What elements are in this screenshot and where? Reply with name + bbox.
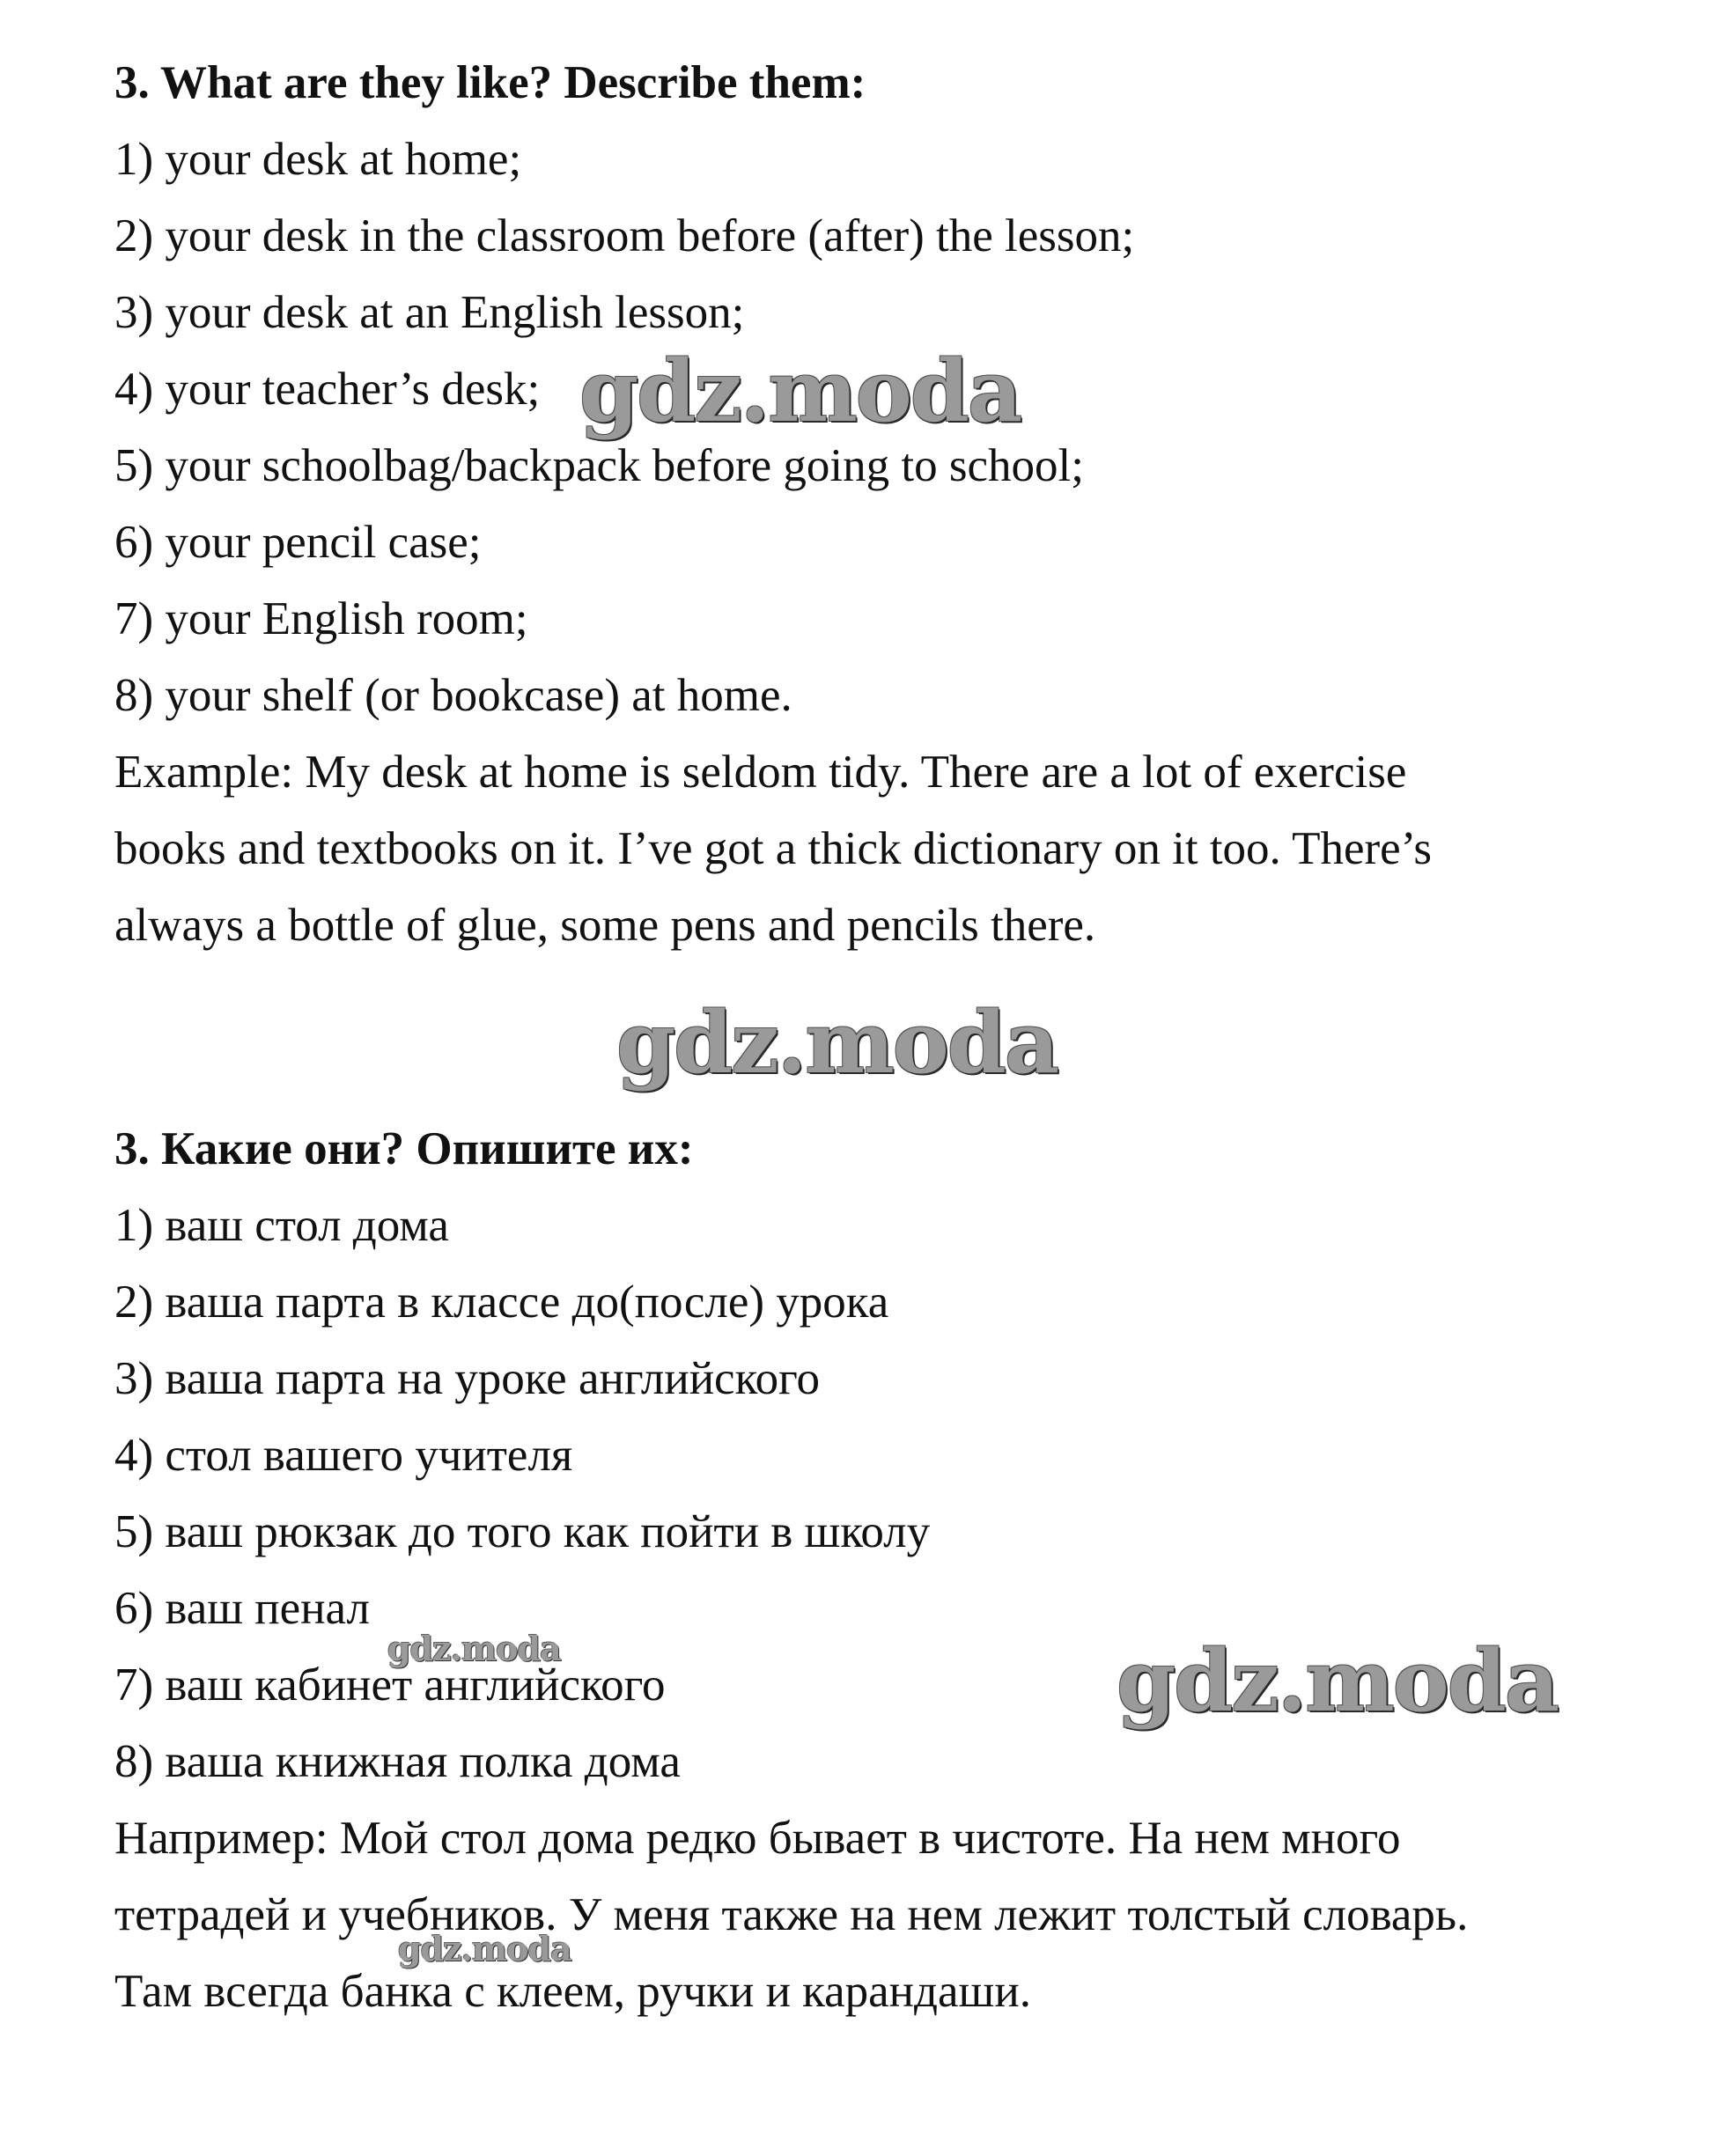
russian-example-line-1: Например: Мой стол дома редко бывает в чистоте. На нем много [114,1813,1401,1864]
english-item-3: 3) your desk at an English lesson; [114,287,745,338]
watermark-3: gdz.moda [1117,1631,1559,1731]
russian-item-7: 7) ваш кабинет английского [114,1659,666,1711]
watermark-2: gdz.moda [616,993,1058,1093]
russian-heading: 3. Какие они? Опишите их: [114,1123,694,1174]
russian-item-4: 4) стол вашего учителя [114,1430,573,1481]
english-item-6: 6) your pencil case; [114,517,482,568]
english-item-8: 8) your shelf (or bookcase) at home. [114,670,792,721]
russian-example-line-3: Там всегда банка с клеем, ручки и карандаши. [114,1966,1031,2017]
english-item-7: 7) your English room; [114,593,528,644]
english-item-1: 1) your desk at home; [114,134,522,185]
russian-item-3: 3) ваша парта на уроке английского [114,1353,821,1404]
english-example-line-1: Example: My desk at home is seldom tidy. There are a lot of exercise [114,747,1407,798]
watermark-5: gdz.moda [398,1929,571,1968]
watermark-1: gdz.moda [579,342,1021,441]
english-item-5: 5) your schoolbag/backpack before going to school; [114,440,1084,491]
russian-item-5: 5) ваш рюкзак до того как пойти в школу [114,1506,931,1557]
english-example-line-3: always a bottle of glue, some pens and pencils there. [114,900,1096,951]
russian-item-2: 2) ваша парта в классе до(после) урока [114,1277,889,1328]
russian-item-6: 6) ваш пенал [114,1583,370,1634]
russian-example-line-2: тетрадей и учебников. У меня также на нем лежит толстый словарь. [114,1889,1469,1940]
english-item-4: 4) your teacher’s desk; [114,364,541,415]
english-item-2: 2) your desk in the classroom before (after) the lesson; [114,210,1135,261]
russian-item-8: 8) ваша книжная полка дома [114,1736,681,1787]
watermark-4: gdz.moda [387,1629,561,1668]
russian-item-1: 1) ваш стол дома [114,1200,449,1251]
english-heading: 3. What are they like? Describe them: [114,57,866,108]
english-example-line-2: books and textbooks on it. I’ve got a thick dictionary on it too. There’s [114,823,1433,874]
